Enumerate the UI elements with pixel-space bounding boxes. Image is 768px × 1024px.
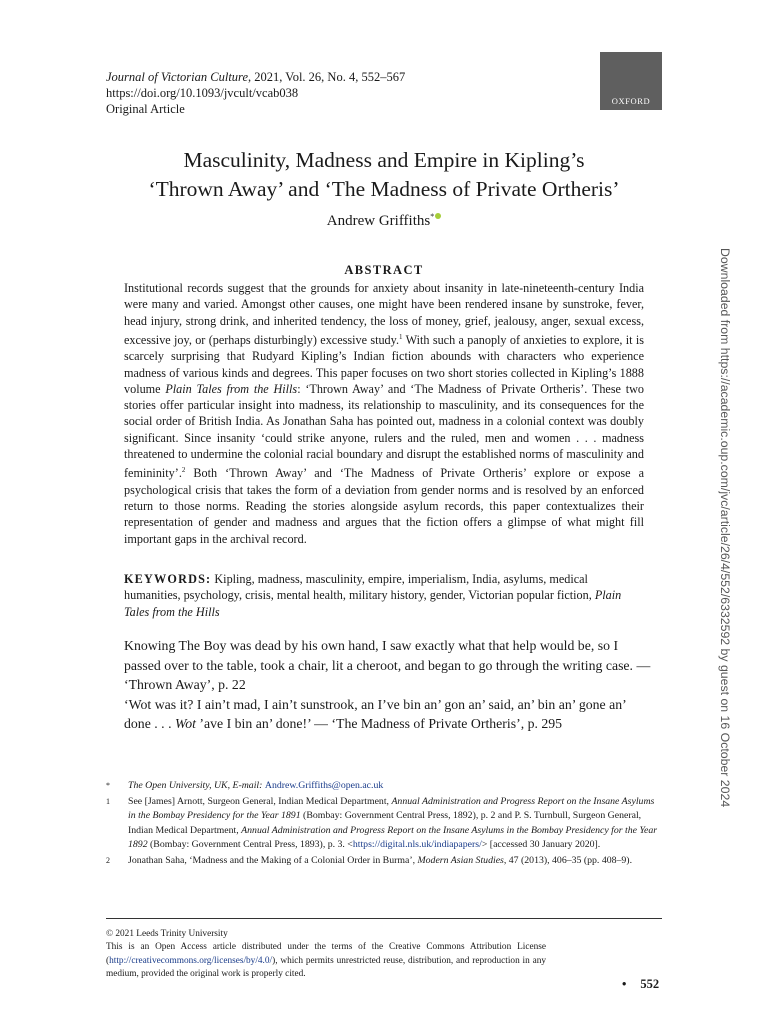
footnote-1: [106, 795, 662, 852]
logo-text: OXFORD: [611, 96, 651, 106]
abstract-part-1: Institutional records suggest that the grounds for anxiety about insanity in late-nineteenth-century India were many and varied. Amongst other causes, one might have been rendered insane by sunstroke, fever, head injury, strong drink, and inherited tendency, the loss of money, grief, jealousy, anger, sexual excess, excessive joy, or (perhaps disturbingly) excessive study.: [124, 281, 644, 347]
fn1-title-1: Annual Administration and Progress Report on the Insane Asylums in the Bombay Presidency for the Year 1891: [128, 796, 655, 822]
fn2-text-c: , 47 (2013), 406–35 (pp. 408–9).: [503, 855, 633, 867]
article-header: [106, 69, 405, 117]
fn2-text-a: Jonathan Saha, ‘Madness and the Making of a Colonial Order in Burma’,: [128, 855, 418, 867]
keywords-label: KEYWORDS:: [124, 572, 212, 586]
author-email-link[interactable]: Andrew.Griffiths@open.ac.uk: [264, 780, 384, 791]
article-type: Original Article: [106, 102, 185, 116]
epigraph-q2-c: ’ave I bin an’ done!’ — ‘The Madness of Private Ortheris’, p. 295: [195, 716, 563, 731]
epigraph-quote-1: Knowing The Boy was dead by his own hand, I saw exactly what that help would be, so I passed over to the table, took a chair, lit a cheroot, and began to go through the writing case. — ‘Thrown Away’, p. 22: [124, 638, 651, 692]
footnote-ref-1[interactable]: 1: [399, 332, 403, 341]
footnote-ref-2[interactable]: 2: [181, 466, 186, 475]
footnote-mark: 2: [106, 856, 110, 866]
oxford-logo: [600, 52, 662, 110]
page-bullet: •: [622, 977, 627, 991]
footnote-affiliation: [106, 779, 662, 793]
fn1-text-e: (Bombay: Government Central Press, 1893), p. 3. <: [147, 838, 353, 850]
fn1-text-c: (Bombay: Government Central Press, 1892), p. 2 and P. S. Turnbull, Surgeon General, Indian Medical Department,: [128, 810, 642, 836]
epigraph-q2-a: ‘Wot was it? I ain’t mad, I ain’t sunstrook, an I’ve bin an’ gon an’ said, an’ bin an’ gone an’ done . . .: [124, 696, 626, 731]
author-footnote-mark[interactable]: *: [430, 212, 435, 221]
title-line-2: ‘Thrown Away’ and ‘The Madness of Private Ortheris’: [148, 177, 620, 201]
footnotes: [106, 779, 662, 870]
abstract-part-3: : ‘Thrown Away’ and ‘The Madness of Private Ortheris’. These two stories offer particular insight into madness, its relationship to masculinity, and its consequences for the social order of British India. As Jonathan Saha has pointed out, madness in a colonial context was doubly significant. Since insanity ‘could strike anyone, rulers and the ruled, men and women . . . madness threatened to undermine the colonial racial boundary and disrupt the established norms of masculinity and femininity’.: [124, 381, 645, 481]
footnote-mark: 1: [106, 797, 110, 807]
fn2-journal: Modern Asian Studies: [417, 855, 504, 867]
journal-name: Journal of Victorian Culture: [106, 70, 249, 84]
citation-line: [106, 69, 405, 85]
keywords-book: Plain Tales from the Hills: [124, 588, 622, 619]
author-name[interactable]: Andrew Griffiths: [326, 213, 431, 229]
abstract-part-4: Both ‘Thrown Away’ and ‘The Madness of Private Ortheris’ explore or expose a psychological crisis that takes the form of a deviation from gender norms and is resolved by an enforced return to those norms. Reading the stories alongside asylum records, this paper contextualizes their representation of gender and madness and argues that the fiction offers a glimpse of what might fill important gaps in the archival record.: [124, 466, 644, 546]
download-watermark: Downloaded from https://academic.oup.com/jvc/article/26/4/552/6332592 by guest on 16 October 2024: [718, 248, 732, 808]
abstract-book-title: Plain Tales from the Hills: [165, 381, 298, 396]
footnote-2: [106, 854, 662, 868]
author-line: [106, 212, 662, 230]
doi-link[interactable]: https://doi.org/10.1093/jvcult/vcab038: [106, 86, 299, 100]
fn1-text-f: > [accessed 30 January 2020].: [481, 838, 601, 850]
fn1-text-a: See [James] Arnott, Surgeon General, Indian Medical Department,: [128, 796, 392, 808]
orcid-icon[interactable]: [435, 213, 441, 219]
abstract-part-2: With such a panoply of anxieties to explore, it is scarcely surprising that Rudyard Kipling’s Indian fiction abounds with characters who experience madness of various kinds and degrees. This paper focuses on two short stories collected in Kipling’s 1888 volume: [124, 332, 644, 396]
epigraph: [124, 636, 652, 734]
article-title: [106, 146, 662, 204]
affiliation: The Open University, UK, E-mail:: [128, 780, 265, 791]
title-line-1: Masculinity, Madness and Empire in Kipling’s: [183, 148, 585, 172]
abstract-text: [124, 280, 644, 547]
keywords-text: Kipling, madness, masculinity, empire, imperialism, India, asylums, medical humanities, psychology, crisis, mental health, military history, gender, Victorian popular fiction,: [124, 572, 595, 603]
keywords: [124, 571, 644, 620]
fn1-title-2: Annual Administration and Progress Report on the Insane Asylums in the Bombay Presidency for the Year 1892: [128, 824, 658, 850]
abstract-heading: ABSTRACT: [344, 263, 424, 277]
license-text: [106, 941, 546, 981]
license-link[interactable]: http://creativecommons.org/licenses/by/4.0/: [109, 955, 273, 966]
footnote-mark: *: [106, 781, 110, 790]
epigraph-quote-2: [124, 695, 652, 734]
page-number-value: 552: [640, 977, 660, 991]
page-number: [622, 977, 659, 992]
footer-divider: [106, 918, 662, 919]
epigraph-q2-b: Wot: [174, 716, 196, 731]
license-text-2: ), which permits unrestricted reuse, distribution, and reproduction in any medium, provided the original work is properly cited.: [106, 955, 546, 980]
license-text-1: This is an Open Access article distributed under the terms of the Creative Commons Attribution License (: [106, 942, 546, 966]
license-block: [106, 928, 546, 982]
copyright: © 2021 Leeds Trinity University: [106, 929, 228, 939]
fn1-link[interactable]: https://digital.nls.uk/indiapapers/: [352, 838, 482, 850]
journal-citation: , 2021, Vol. 26, No. 4, 552–567: [248, 70, 406, 84]
